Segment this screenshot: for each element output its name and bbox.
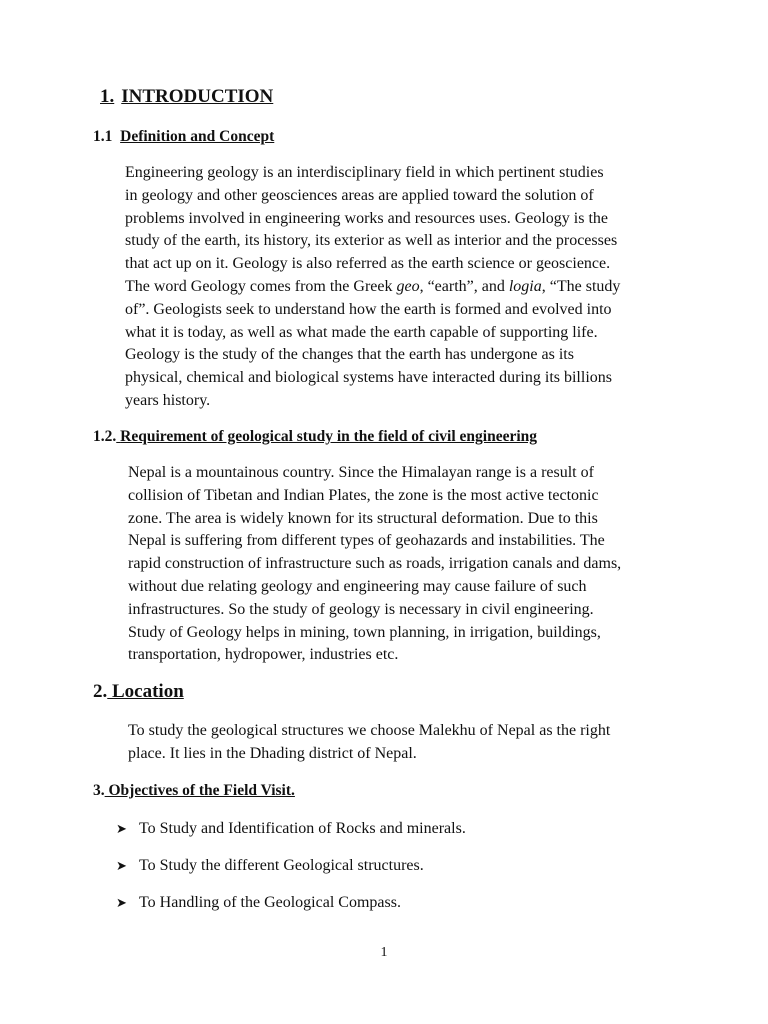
paragraph-line: zone. The area is widely known for its structural deformation. Due to this [128,509,598,527]
arrowhead-bullet-icon: ➤ [116,858,127,874]
paragraph-line: in geology and other geosciences areas are applied toward the solution of [125,186,594,204]
arrowhead-bullet-icon: ➤ [116,895,127,911]
list-item: ➤ To Handling of the Geological Compass. [116,894,401,912]
paragraph-requirement [128,462,675,667]
objectives-list [116,818,466,930]
paragraph-location [128,720,675,766]
paragraph-line: Nepal is a mountainous country. Since the Himalayan range is a result of [128,464,594,481]
heading-number: 1. [100,86,115,107]
list-item: ➤ To Study and Identification of Rocks and minerals. [116,820,466,837]
section-number: 2. [93,681,108,702]
paragraph-definition [125,162,675,413]
paragraph-line: infrastructures. So the study of geology is necessary in civil engineering. [128,600,594,618]
heading-title: INTRODUCTION [121,86,274,107]
paragraph-line: transportation, hydropower, industries etc. [128,646,399,664]
paragraph-line: study of the earth, its history, its exterior as well as interior and the processes [125,232,618,250]
heading-introduction [100,86,273,108]
paragraph-line: Nepal is suffering from different types of geohazards and instabilities. The [128,532,605,550]
section-number: 3. [93,782,105,799]
paragraph-line: problems involved in engineering works and resources uses. Geology is the [125,209,609,227]
paragraph-line: The word Geology comes from the Greek geo, “earth”, and logia, “The study [125,277,621,295]
paragraph-line: that act up on it. Geology is also referred as the earth science or geoscience. [125,255,611,273]
page-number: 1 [380,945,388,960]
heading-requirement-of-geological-study [93,428,537,446]
paragraph-line: what it is today, as well as what made the earth capable of supporting life. [125,323,598,341]
section-title: Definition and Concept [120,128,275,145]
heading-objectives [93,782,295,800]
paragraph-line: of”. Geologists seek to understand how the earth is formed and evolved into [125,300,612,318]
paragraph-line: Study of Geology helps in mining, town planning, in irrigation, buildings, [128,623,601,641]
paragraph-line: collision of Tibetan and Indian Plates, the zone is the most active tectonic [128,486,599,504]
heading-definition-and-concept [93,128,274,146]
heading-location [93,681,184,703]
section-number: 1.2. [93,428,117,445]
paragraph-line: place. It lies in the Dhading district of Nepal. [128,744,417,762]
arrowhead-bullet-icon: ➤ [116,821,127,837]
paragraph-line: rapid construction of infrastructure such as roads, irrigation canals and dams, [128,555,622,573]
section-title: Location [112,681,184,702]
paragraph-line: Engineering geology is an interdisciplinary field in which pertinent studies [125,164,604,181]
section-number: 1.1 [93,128,113,145]
list-item: ➤ To Study the different Geological structures. [116,857,424,875]
paragraph-line: physical, chemical and biological systems have interacted during its billions [125,369,612,387]
paragraph-line: without due relating geology and engineering may cause failure of such [128,577,587,595]
paragraph-line: To study the geological structures we choose Malekhu of Nepal as the right [128,722,611,739]
section-title: Objectives of the Field Visit. [108,782,295,799]
section-title: Requirement of geological study in the field of civil engineering [120,428,538,445]
paragraph-line: Geology is the study of the changes that the earth has undergone as its [125,346,574,364]
paragraph-line: years history. [125,391,211,409]
